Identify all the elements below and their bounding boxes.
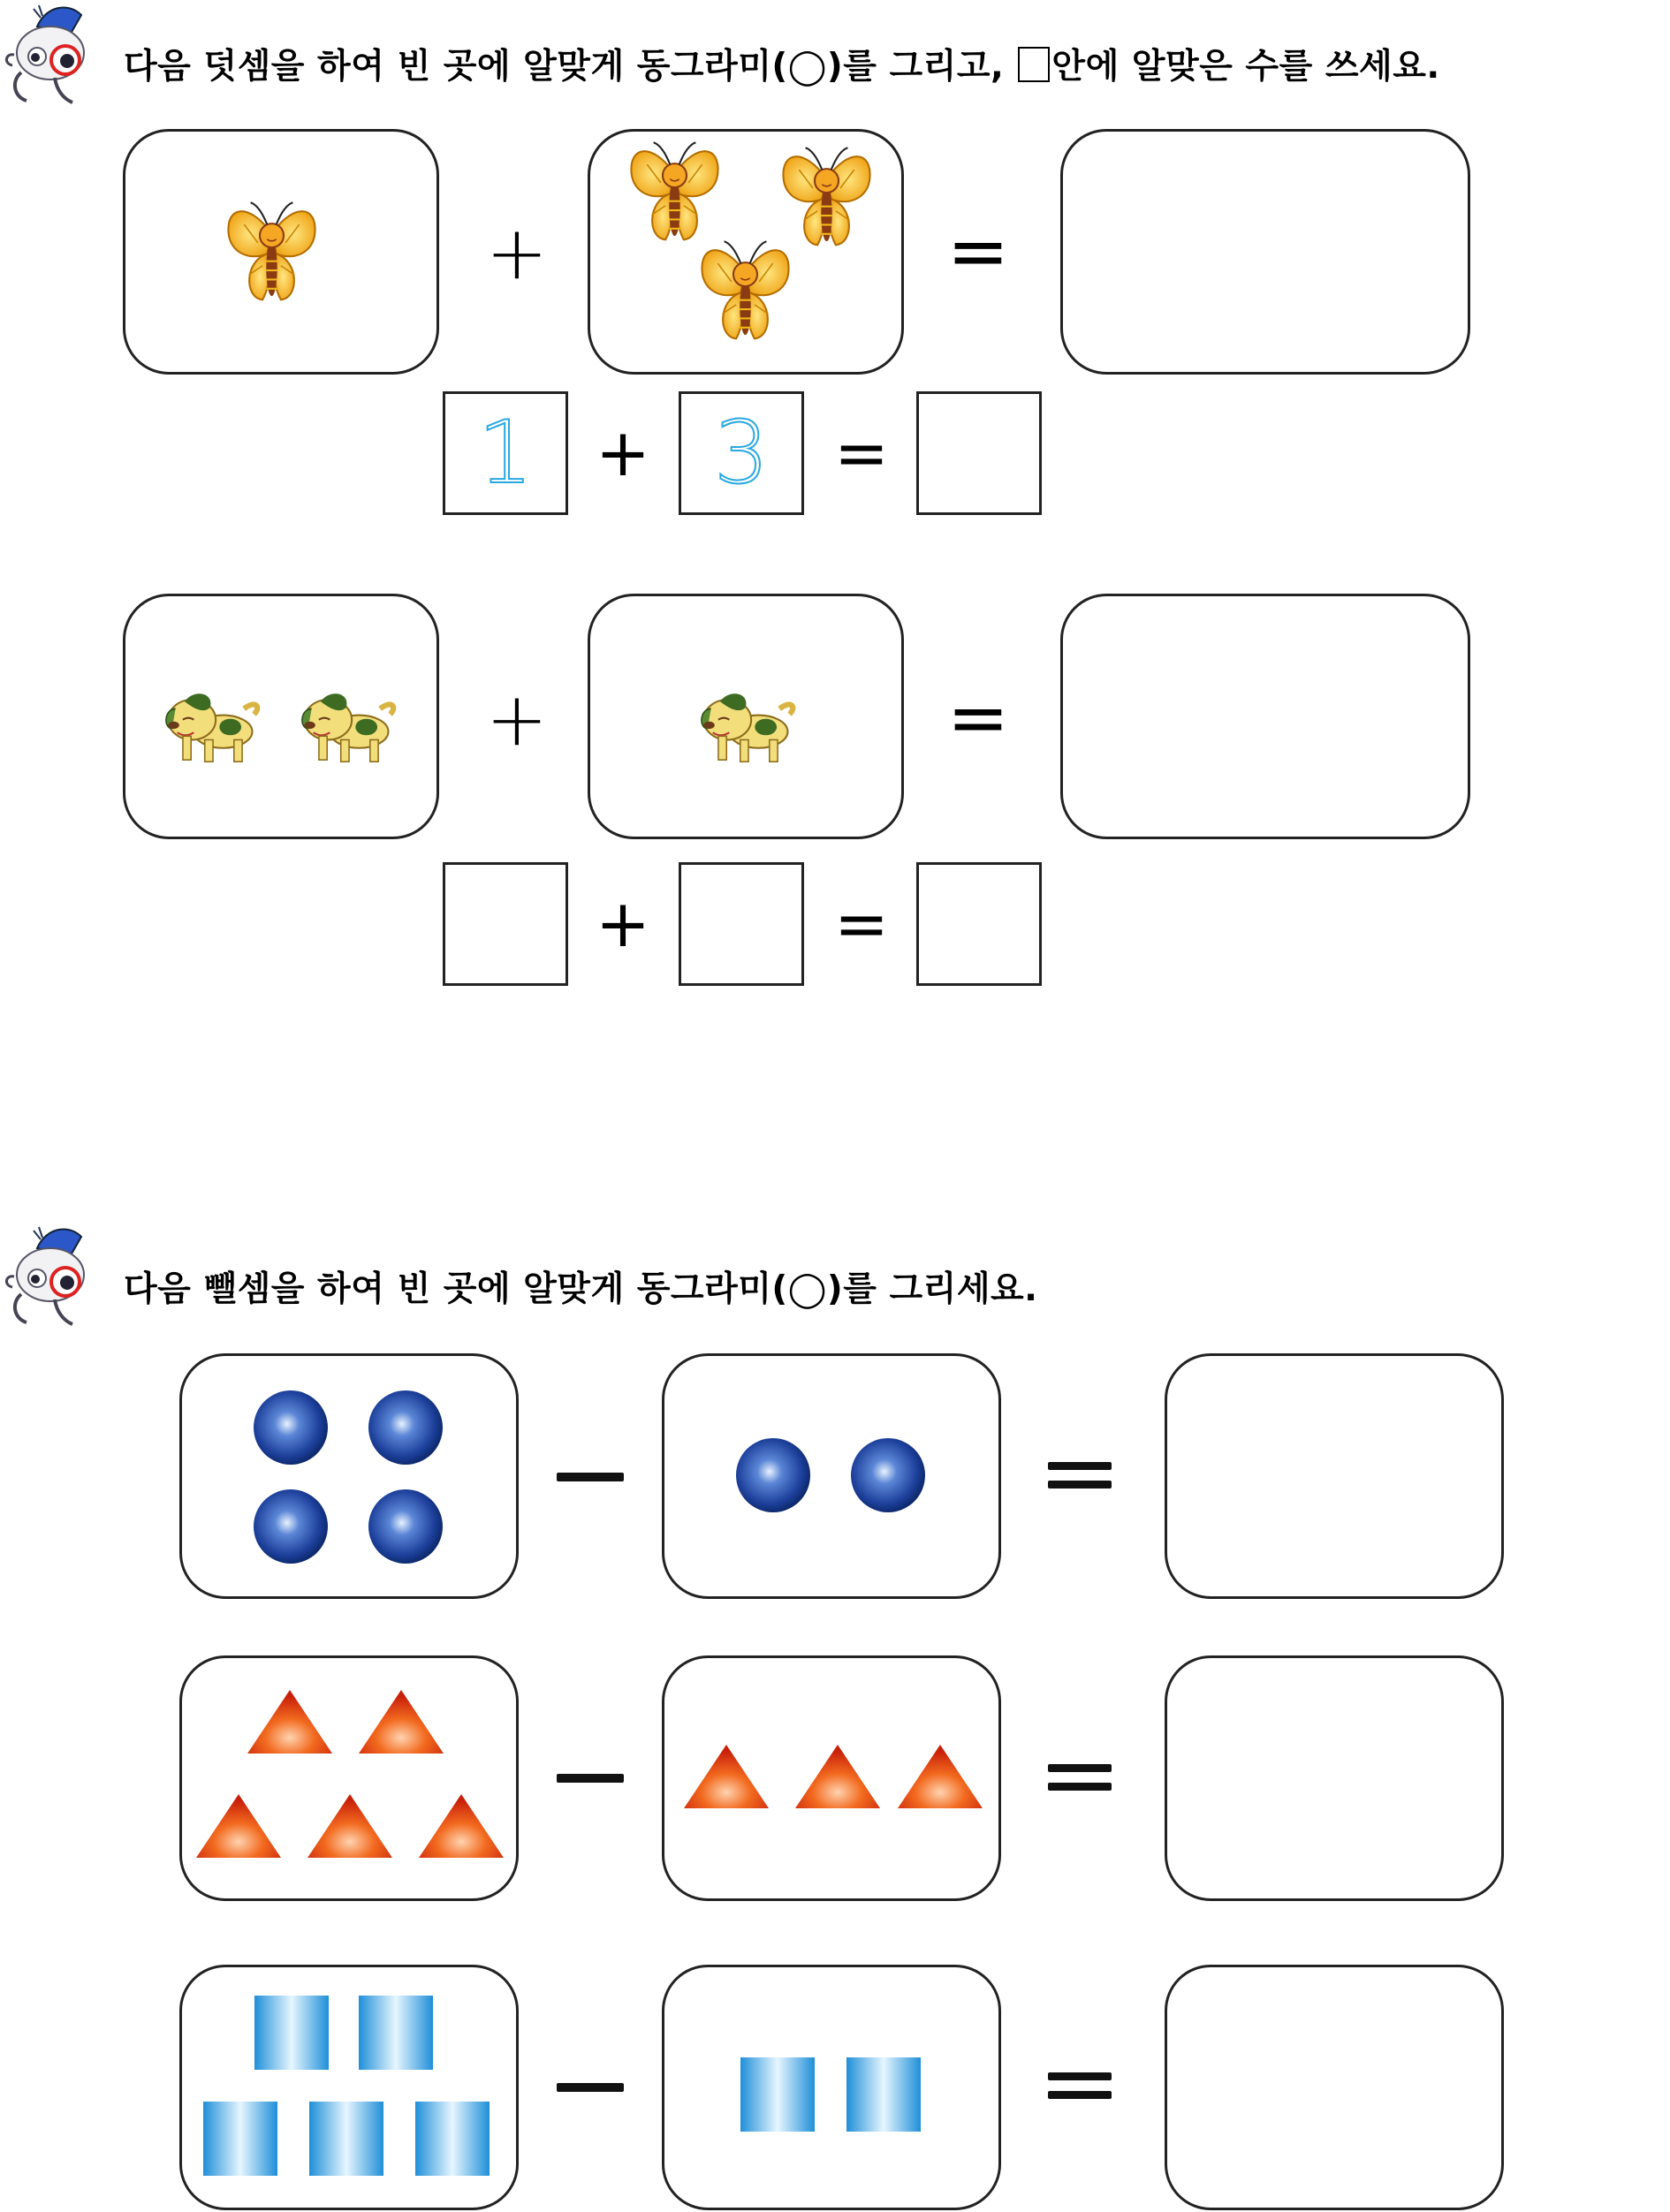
answer-drawing-box[interactable] <box>1060 129 1470 375</box>
minuend-box <box>179 1965 519 2210</box>
number-box-b[interactable] <box>679 391 804 515</box>
blue-square-icon <box>254 1996 329 2070</box>
blue-circle-icon <box>735 1437 811 1513</box>
blue-square-icon <box>359 1996 433 2070</box>
blue-square-icon <box>740 2057 815 2132</box>
addend-box-left <box>123 594 439 839</box>
mascot-icon <box>2 2 90 108</box>
butterfly-icon <box>695 236 796 355</box>
blue-circle-icon <box>368 1390 444 1466</box>
minuend-box <box>179 1655 519 1901</box>
mascot-icon <box>2 1223 90 1329</box>
dog-icon <box>693 681 802 773</box>
red-triangle-icon <box>682 1743 770 1810</box>
number-box-a[interactable] <box>443 862 568 986</box>
blue-square-icon <box>309 2102 383 2176</box>
number-box-result[interactable] <box>916 391 1042 515</box>
blue-circle-icon <box>368 1489 444 1564</box>
red-triangle-icon <box>306 1792 394 1860</box>
minus-sign <box>557 1473 624 1481</box>
traced-number: 3 <box>713 403 770 504</box>
number-box-a[interactable] <box>443 391 568 515</box>
instruction-text-part1: 다음 덧셈을 하여 빈 곳에 알맞게 동그라미(◯)를 그리고, <box>124 47 1017 87</box>
red-triangle-icon <box>417 1792 505 1860</box>
plus-sign: + <box>595 886 650 962</box>
equals-sign <box>1048 1462 1112 1489</box>
equals-sign: = <box>833 415 889 491</box>
equals-sign <box>1048 2072 1112 2099</box>
butterfly-icon <box>221 197 323 316</box>
blue-square-icon <box>415 2102 490 2176</box>
square-blank-icon <box>1018 47 1050 82</box>
addend-box-right <box>588 129 904 375</box>
plus-sign: + <box>595 415 650 491</box>
answer-drawing-box[interactable] <box>1165 1965 1504 2210</box>
blue-square-icon <box>203 2102 277 2176</box>
equals-sign: = <box>833 886 889 962</box>
plus-sign: + <box>485 676 549 762</box>
red-triangle-icon <box>793 1743 882 1810</box>
subtrahend-box <box>662 1655 1001 1901</box>
minus-sign <box>557 1774 624 1783</box>
addend-box-right <box>588 594 904 839</box>
dog-icon <box>293 681 403 773</box>
red-triangle-icon <box>896 1743 984 1810</box>
red-triangle-icon <box>194 1792 283 1860</box>
plus-sign: + <box>485 209 549 296</box>
instruction-text-part2: 안에 알맞은 수를 쓰세요. <box>1051 47 1440 87</box>
blue-circle-icon <box>253 1390 329 1466</box>
equals-sign: = <box>946 674 1010 761</box>
minus-sign <box>557 2083 624 2092</box>
red-triangle-icon <box>357 1688 445 1755</box>
dog-icon <box>157 681 267 773</box>
instruction-addition <box>124 39 1440 88</box>
number-box-b[interactable] <box>679 862 804 986</box>
answer-drawing-box[interactable] <box>1165 1655 1504 1901</box>
instruction-subtraction: 다음 뺄셈을 하여 빈 곳에 알맞게 동그라미(◯)를 그리세요. <box>124 1269 1038 1309</box>
blue-circle-icon <box>253 1489 329 1564</box>
blue-square-icon <box>846 2057 921 2132</box>
answer-drawing-box[interactable] <box>1165 1353 1504 1599</box>
equals-sign <box>1048 1764 1112 1791</box>
blue-circle-icon <box>850 1437 926 1513</box>
traced-number: 1 <box>477 403 534 504</box>
addend-box-left <box>123 129 439 375</box>
equals-sign: = <box>946 208 1010 294</box>
subtrahend-box <box>662 1353 1001 1599</box>
subtrahend-box <box>662 1965 1001 2210</box>
answer-drawing-box[interactable] <box>1060 594 1470 839</box>
minuend-box <box>179 1353 519 1599</box>
number-box-result[interactable] <box>916 862 1042 986</box>
red-triangle-icon <box>246 1688 334 1755</box>
